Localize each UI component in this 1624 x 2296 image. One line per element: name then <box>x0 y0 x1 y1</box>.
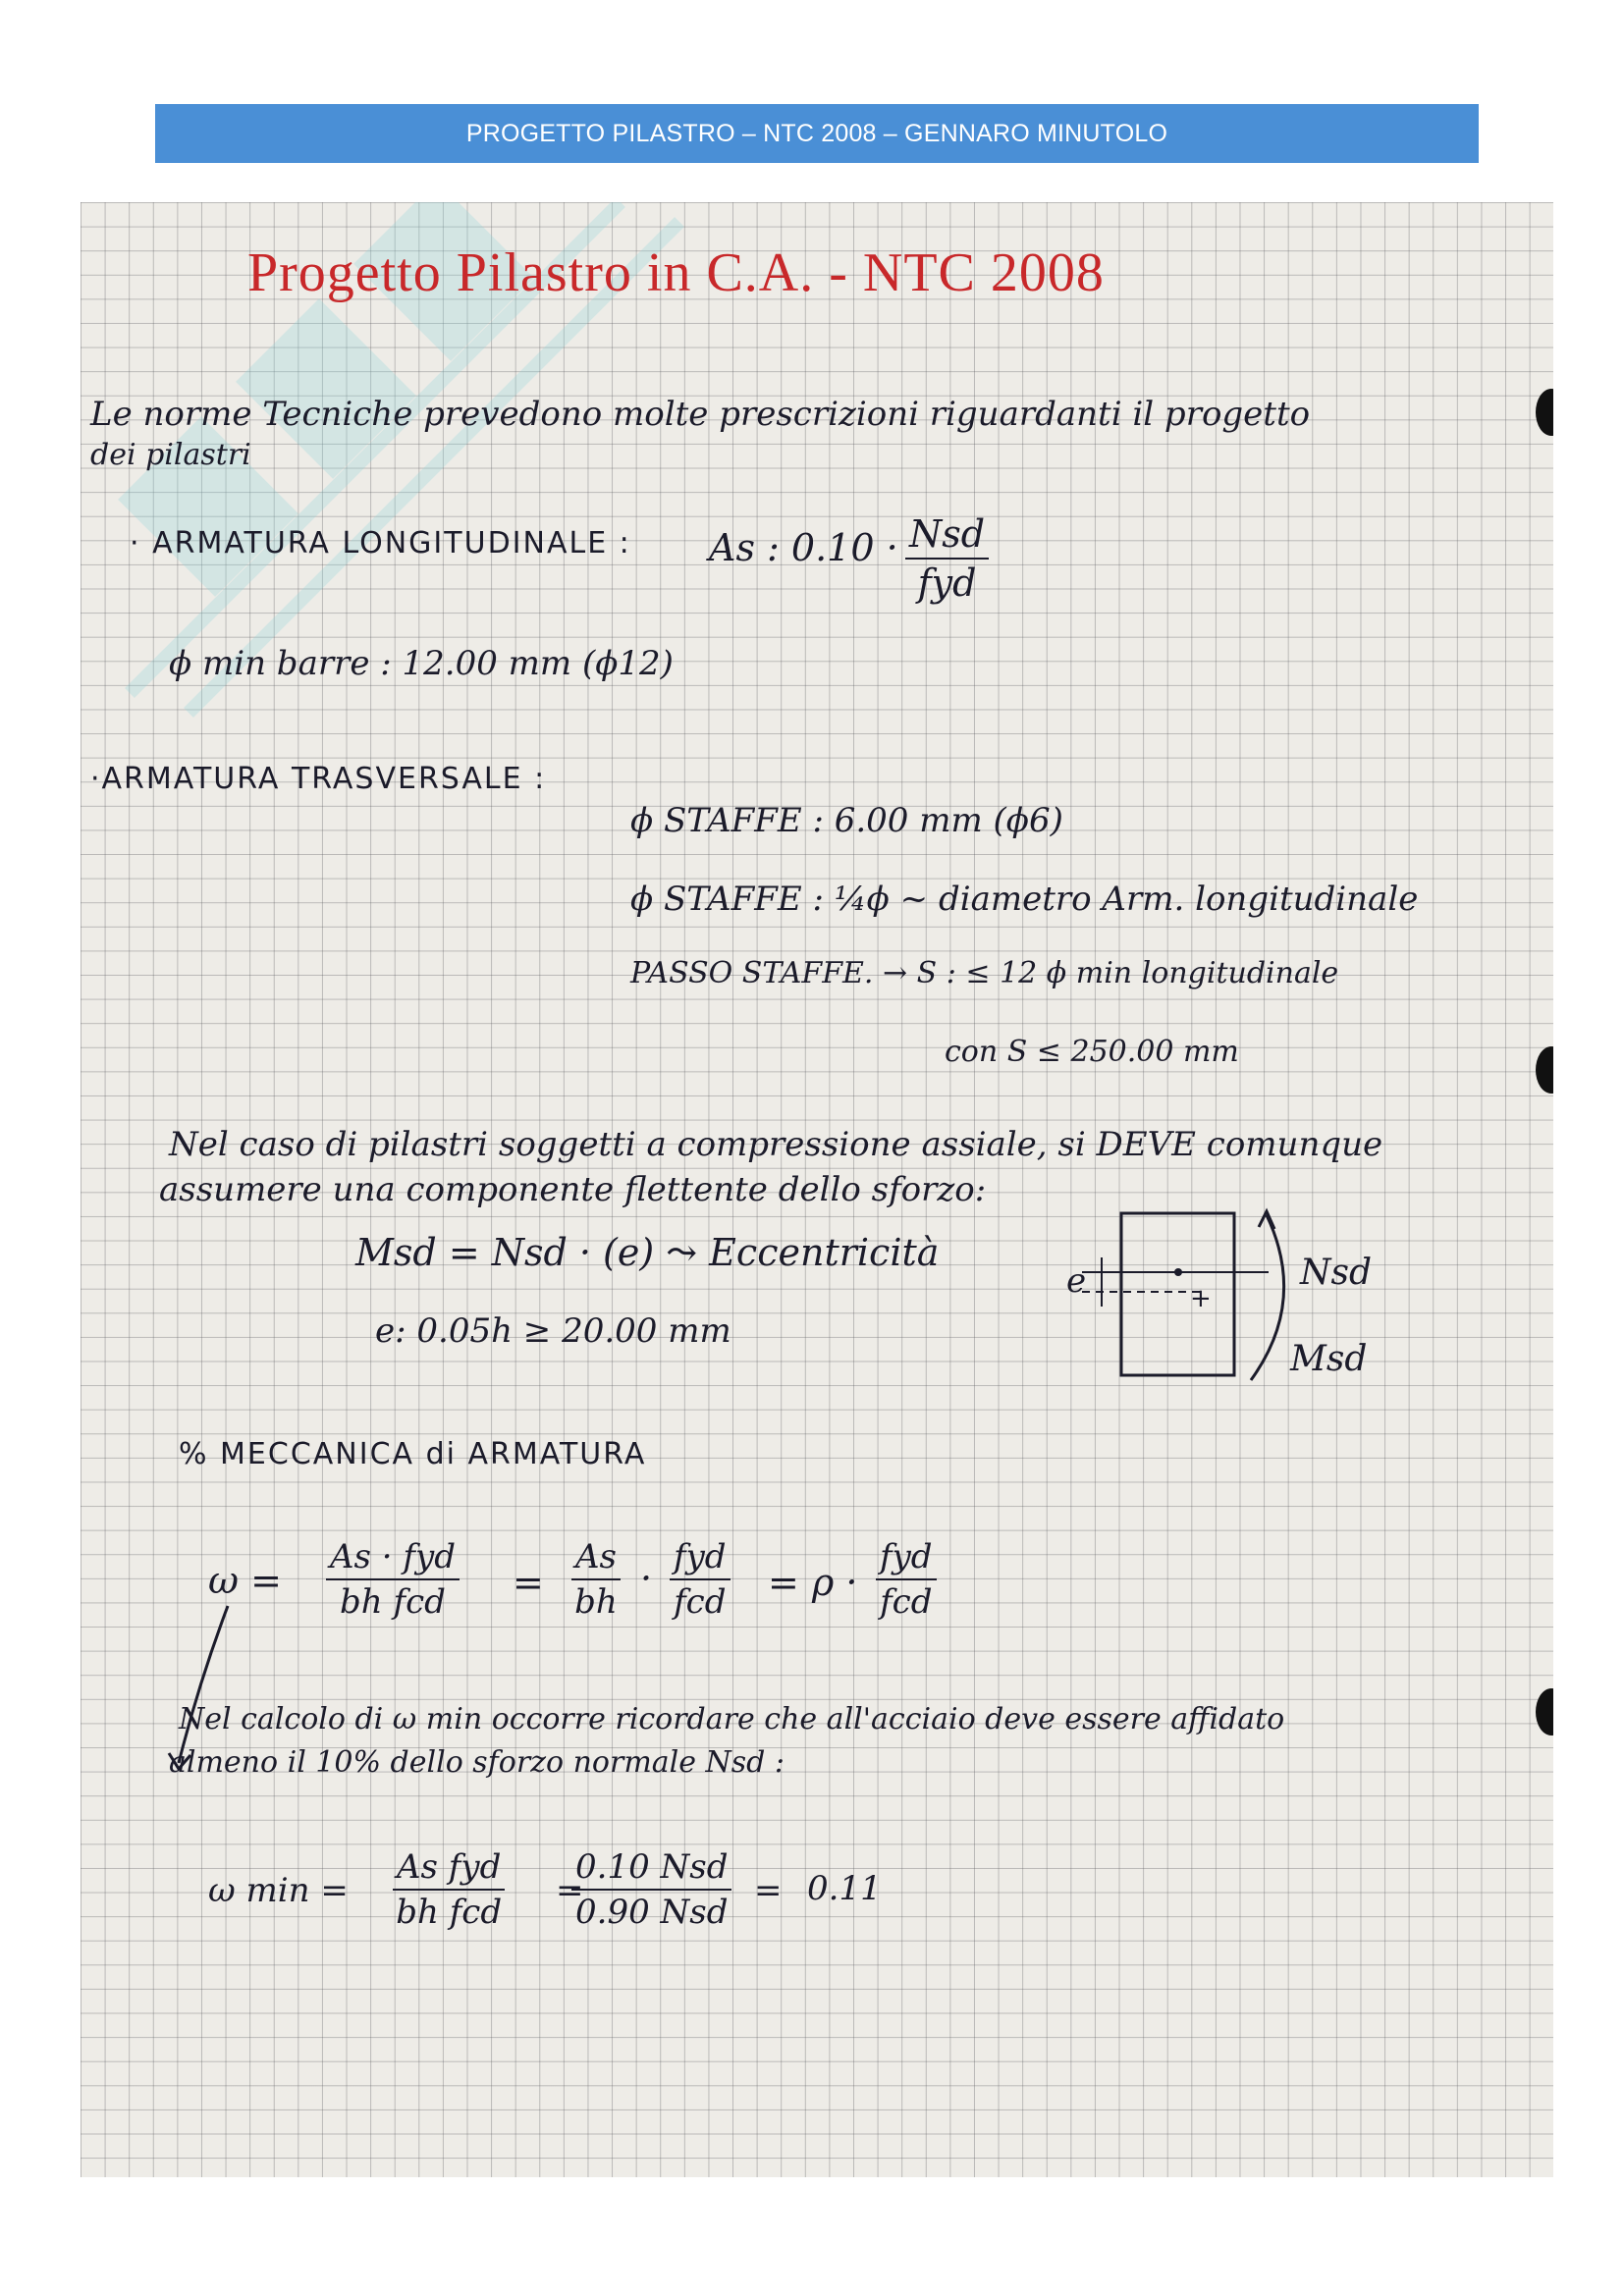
fraction-numerator: fyd <box>670 1537 731 1580</box>
fraction-denominator: bh fcd <box>396 1893 503 1932</box>
fraction-denominator: bh fcd <box>340 1582 446 1622</box>
fraction-denominator: bh <box>574 1582 618 1622</box>
omega-min-fraction-2 <box>571 1847 731 1932</box>
equals-sign: = <box>556 1871 584 1910</box>
stirrup-rule: ϕ STAFFE : ¼ϕ ~ diametro Arm. longitudinale <box>630 880 1419 919</box>
binder-hole-top <box>1536 389 1553 436</box>
intro-line-1: Le norme Tecniche prevedono molte prescrizioni riguardanti il progetto <box>90 395 1311 434</box>
transverse-label: ·ARMATURA TRASVERSALE : <box>90 762 547 796</box>
equals-sign: = <box>754 1871 783 1910</box>
intro-line-2: dei pilastri <box>90 438 251 472</box>
binder-hole-bottom <box>1536 1688 1553 1735</box>
diagram-nsd-label: Nsd <box>1300 1253 1373 1293</box>
longitudinal-formula-lhs: As : 0.10 · <box>709 526 898 569</box>
fraction-numerator: As <box>571 1537 621 1580</box>
diagram-msd-label: Msd <box>1290 1339 1368 1379</box>
fraction-denominator: fcd <box>880 1582 933 1622</box>
column-section-diagram <box>1043 1194 1455 1419</box>
stirrup-diameter: ϕ STAFFE : 6.00 mm (ϕ6) <box>630 801 1063 840</box>
dot-operator: · <box>640 1557 653 1600</box>
page-header: PROGETTO PILASTRO – NTC 2008 – GENNARO MINUTOLO <box>155 104 1479 163</box>
diagram-e-label: e <box>1066 1261 1087 1301</box>
binder-hole-middle <box>1536 1046 1553 1094</box>
omega-fraction-4 <box>876 1537 937 1622</box>
omega-fraction-3 <box>670 1537 731 1622</box>
omega-min-line-1: Nel calcolo di ω min occorre ricordare che all'acciaio deve essere affidato <box>179 1702 1285 1736</box>
omega-min-line-2: almeno il 10% dello sforzo normale Nsd : <box>169 1745 785 1780</box>
equals-sign: = <box>513 1561 544 1604</box>
svg-text:+: + <box>1190 1284 1212 1313</box>
notes-title: Progetto Pilastro in C.A. - NTC 2008 <box>247 242 1105 303</box>
equals-sign: = <box>768 1561 799 1604</box>
omega-fraction-2 <box>571 1537 621 1622</box>
fraction-denominator: fyd <box>917 561 977 605</box>
fraction-numerator: As · fyd <box>326 1537 460 1580</box>
columns-line-1: Nel caso di pilastri soggetti a compressione assiale, si DEVE comunque <box>169 1125 1383 1164</box>
fraction-numerator: 0.10 Nsd <box>571 1847 731 1891</box>
stirrup-spacing: PASSO STAFFE. → S : ≤ 12 ϕ min longitudinale <box>630 956 1339 990</box>
phi-min-bars: ϕ min barre : 12.00 mm (ϕ12) <box>169 644 674 683</box>
stirrup-spacing-max: con S ≤ 250.00 mm <box>945 1035 1239 1069</box>
rho-factor: ρ · <box>812 1561 858 1604</box>
fraction-denominator: 0.90 Nsd <box>575 1893 729 1932</box>
eccentricity-formula: e: 0.05h ≥ 20.00 mm <box>375 1311 731 1351</box>
omega-min-fraction-1 <box>393 1847 505 1932</box>
longitudinal-fraction <box>905 512 989 605</box>
omega-min-result: 0.11 <box>807 1869 882 1908</box>
fraction-denominator: fcd <box>674 1582 727 1622</box>
columns-line-2: assumere una componente flettente dello sforzo: <box>159 1170 987 1209</box>
msd-formula: Msd = Nsd · (e) ⤳ Eccentricità <box>355 1231 940 1274</box>
omega-fraction-1 <box>326 1537 460 1622</box>
omega-min-lhs: ω min = <box>208 1871 349 1910</box>
longitudinal-label: · ARMATURA LONGITUDINALE : <box>130 526 631 561</box>
omega-lhs: ω = <box>208 1559 282 1602</box>
mechanical-ratio-label: % MECCANICA di ARMATURA <box>179 1437 647 1471</box>
fraction-numerator: As fyd <box>393 1847 505 1891</box>
fraction-numerator: Nsd <box>905 512 989 560</box>
fraction-numerator: fyd <box>876 1537 937 1580</box>
graph-paper-sheet <box>81 202 1553 2177</box>
